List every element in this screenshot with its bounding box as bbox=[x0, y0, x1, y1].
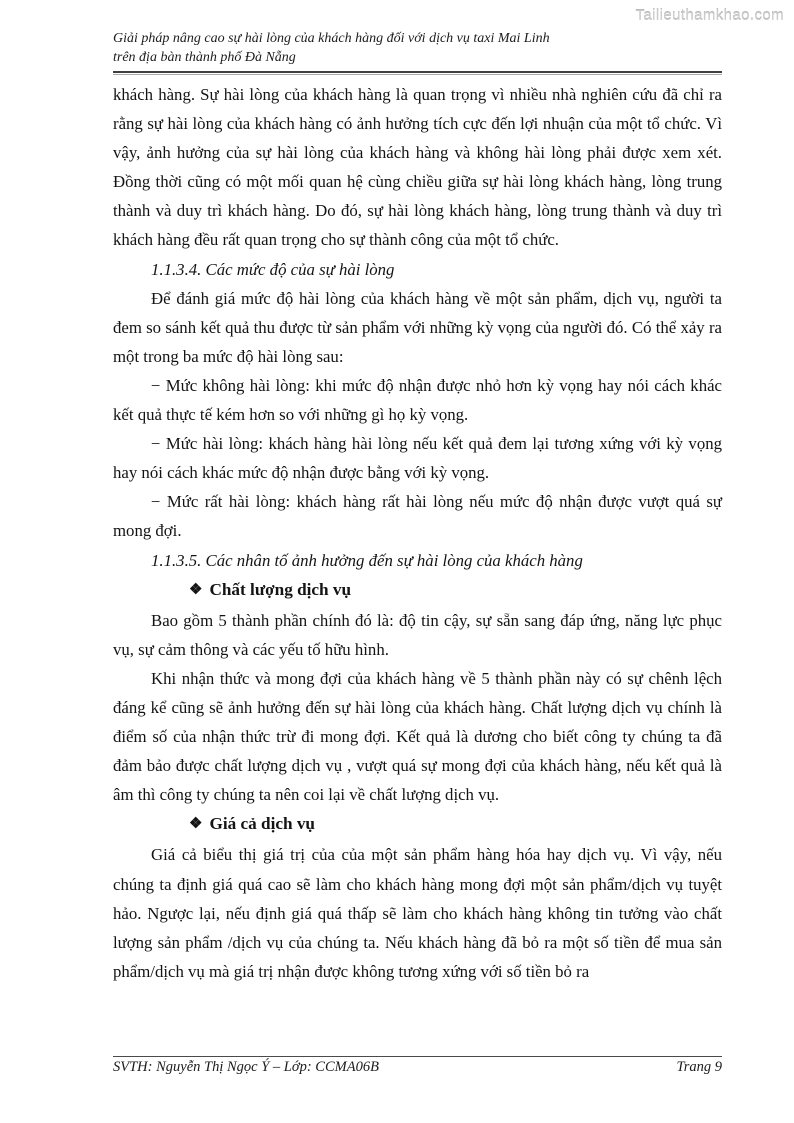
section-heading-1135: 1.1.3.5. Các nhân tố ảnh hưởng đến sự hài lòng của khách hàng bbox=[151, 550, 583, 570]
page-body bbox=[113, 80, 722, 986]
subsection-heading-label: Chất lượng dịch vụ bbox=[209, 579, 352, 599]
running-header-line1: Giải pháp nâng cao sự hài lòng của khách hàng đối với dịch vụ taxi Mai Linh bbox=[113, 31, 550, 46]
footer-author: SVTH: Nguyễn Thị Ngọc Ý – Lớp: CCMA06B bbox=[113, 1059, 379, 1075]
subsection-heading-service-quality bbox=[113, 575, 722, 606]
header-divider bbox=[113, 71, 722, 75]
diamond-bullet-icon: ❖ bbox=[189, 816, 203, 833]
section-heading-1134: 1.1.3.4. Các mức độ của sự hài lòng bbox=[151, 259, 395, 279]
diamond-bullet-icon: ❖ bbox=[189, 581, 203, 598]
paragraph: Giá cả biểu thị giá trị của của một sản phẩm hàng hóa hay dịch vụ. Vì vậy, nếu chúng ta định giá quá cao sẽ làm cho khách hàng mong đợi một sản phẩm/dịch vụ tuyệt hảo. Ngược lại, nếu định giá quá thấp sẽ làm cho khách hàng không tin tưởng vào chất lượng sản phẩm /dịch vụ của chúng ta. Nếu khách hàng đã bỏ ra một số tiền để mua sản phẩm/dịch vụ mà giá trị nhận được không tương xứng với số tiền bỏ ra bbox=[113, 845, 722, 981]
running-footer bbox=[113, 1059, 722, 1076]
running-header bbox=[113, 29, 722, 67]
bullet-item: − Mức rất hài lòng: khách hàng rất hài lòng nếu mức độ nhận được vượt quá sự mong đợi. bbox=[113, 492, 722, 541]
paragraph: khách hàng. Sự hài lòng của khách hàng là quan trọng vì nhiều nhà nghiên cứu đã chỉ ra rằng sự hài lòng của khách hàng có ảnh hưởng tích cực đến lợi nhuận của một tổ chức. Vì vậy, ảnh hưởng của sự hài lòng của khách hàng và không hài lòng phải được xem xét. Đồng thời cũng có một mối quan hệ cùng chiều giữa sự hài lòng khách hàng, lòng trung thành và duy trì khách hàng. Do đó, sự hài lòng khách hàng, lòng trung thành và duy trì khách hàng đều rất quan trọng cho sự thành công của một tổ chức. bbox=[113, 85, 722, 250]
paragraph: Bao gồm 5 thành phần chính đó là: độ tin cậy, sự sẵn sang đáp ứng, năng lực phục vụ, sự cảm thông và các yếu tố hữu hình. bbox=[113, 610, 722, 659]
subsection-heading-service-price bbox=[113, 809, 722, 840]
paragraph: Để đánh giá mức độ hài lòng của khách hàng về một sản phẩm, dịch vụ, người ta đem so sánh kết quả thu được từ sản phẩm với những kỳ vọng của người đó. Có thể xảy ra một trong ba mức độ hài lòng sau: bbox=[113, 288, 722, 366]
subsection-heading-label: Giá cả dịch vụ bbox=[209, 814, 315, 834]
bullet-item: − Mức không hài lòng: khi mức độ nhận được nhỏ hơn kỳ vọng hay nói cách khác kết quả thực tế kém hơn so với những gì họ kỳ vọng. bbox=[113, 375, 722, 425]
footer-page-number: Trang 9 bbox=[676, 1059, 722, 1075]
site-watermark: Tailieuthamkhao.com bbox=[635, 7, 784, 24]
running-header-line2: trên địa bàn thành phố Đà Nẵng bbox=[113, 50, 296, 65]
footer-divider bbox=[113, 1056, 722, 1057]
bullet-item: − Mức hài lòng: khách hàng hài lòng nếu kết quả đem lại tương xứng với kỳ vọng hay nói cách khác mức độ nhận được bằng với kỳ vọng. bbox=[113, 434, 722, 483]
paragraph: Khi nhận thức và mong đợi của khách hàng về 5 thành phần này có sự chênh lệch đáng kể cũng sẽ ảnh hưởng đến sự hài lòng của khách hàng. Chất lượng dịch vụ chính là điểm số của nhận thức trừ đi mong đợi. Kết quả là dương cho biết công ty chúng ta đã đảm bảo được chất lượng dịch vụ , vượt quá sự mong đợi của khách hàng, nếu kết quả là âm thì công ty chúng ta nên coi lại về chất lượng dịch vụ. bbox=[113, 668, 722, 805]
